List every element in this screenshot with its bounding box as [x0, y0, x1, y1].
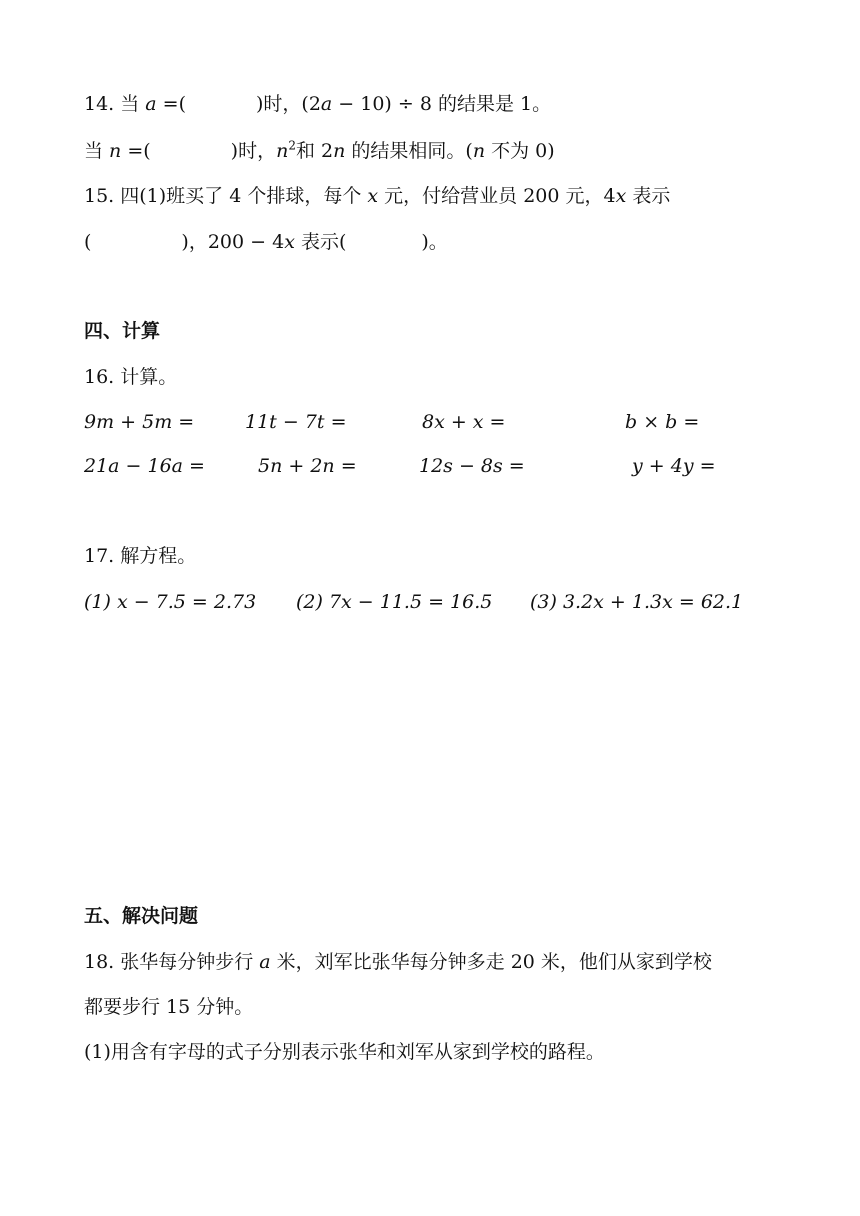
var-x: x [615, 185, 627, 207]
q18-text: 18. 张华每分钟步行 [84, 951, 260, 973]
q18-text: 米，刘军比张华每分钟多走 20 米，他们从家到学校 [270, 951, 712, 973]
q14-line2 [84, 138, 555, 164]
q15-text: 表示 [626, 185, 671, 207]
q18-sub1: (1)用含有字母的式子分别表示张华和刘军从家到学校的路程。 [84, 1041, 605, 1063]
q15-text: 15. 四(1)班买了 4 个排球，每个 [84, 185, 368, 207]
equation: (2) 7x − 11.5 = 16.5 [296, 591, 493, 613]
q15-text: )。 [421, 231, 448, 253]
calc-cell: 9m + 5m = [84, 411, 195, 433]
section5-title: 五、解决问题 [84, 905, 199, 927]
calc-cell: 21a − 16a = [84, 455, 205, 477]
var-n: n [109, 140, 122, 162]
calc-cell: 11t − 7t = [245, 411, 347, 433]
q14-text: =( [156, 93, 186, 115]
q14-text: 不为 0) [485, 140, 555, 162]
var-a: a [259, 951, 271, 973]
calc-cell: 5n + 2n = [258, 455, 357, 477]
q15-line2 [84, 229, 448, 255]
q17-label: 17. 解方程。 [84, 545, 197, 567]
calc-cell: 12s − 8s = [419, 455, 525, 477]
calc-cell: b × b = [625, 411, 700, 433]
q14-text: 14. 当 [84, 93, 146, 115]
q15-text: 元，付给营业员 200 元，4 [378, 185, 616, 207]
q14-text: 当 [84, 140, 110, 162]
q18-line2: 都要步行 15 分钟。 [84, 996, 254, 1018]
equation: (3) 3.2x + 1.3x = 62.1 [530, 591, 744, 613]
q18-line1 [84, 949, 712, 975]
equation: (1) x − 7.5 = 2.73 [84, 591, 257, 613]
q15-line1 [84, 183, 670, 209]
q16-label: 16. 计算。 [84, 366, 178, 388]
q14-line1 [84, 91, 551, 117]
q15-text: ( [84, 231, 92, 253]
calc-cell: 8x + x = [422, 411, 506, 433]
var-a: a [320, 93, 333, 115]
var-n: n [276, 140, 289, 162]
q14-text: )时，(2 [256, 93, 321, 115]
exponent: 2 [288, 138, 296, 153]
calc-cell: y + 4y = [632, 455, 716, 477]
var-a: a [145, 93, 157, 115]
q14-text: 的结果相同。( [345, 140, 473, 162]
q14-text: )时， [230, 140, 277, 162]
q15-text: 表示( [294, 231, 347, 253]
var-n: n [472, 140, 486, 162]
q15-text: )，200 − 4 [181, 231, 285, 253]
q14-text: =( [121, 140, 151, 162]
q14-text: − 10) ÷ 8 的结果是 1。 [332, 93, 552, 115]
q14-text: 和 2 [295, 140, 334, 162]
section4-title: 四、计算 [84, 320, 161, 342]
var-n: n [333, 140, 346, 162]
var-x: x [284, 231, 295, 253]
var-x: x [367, 185, 379, 207]
